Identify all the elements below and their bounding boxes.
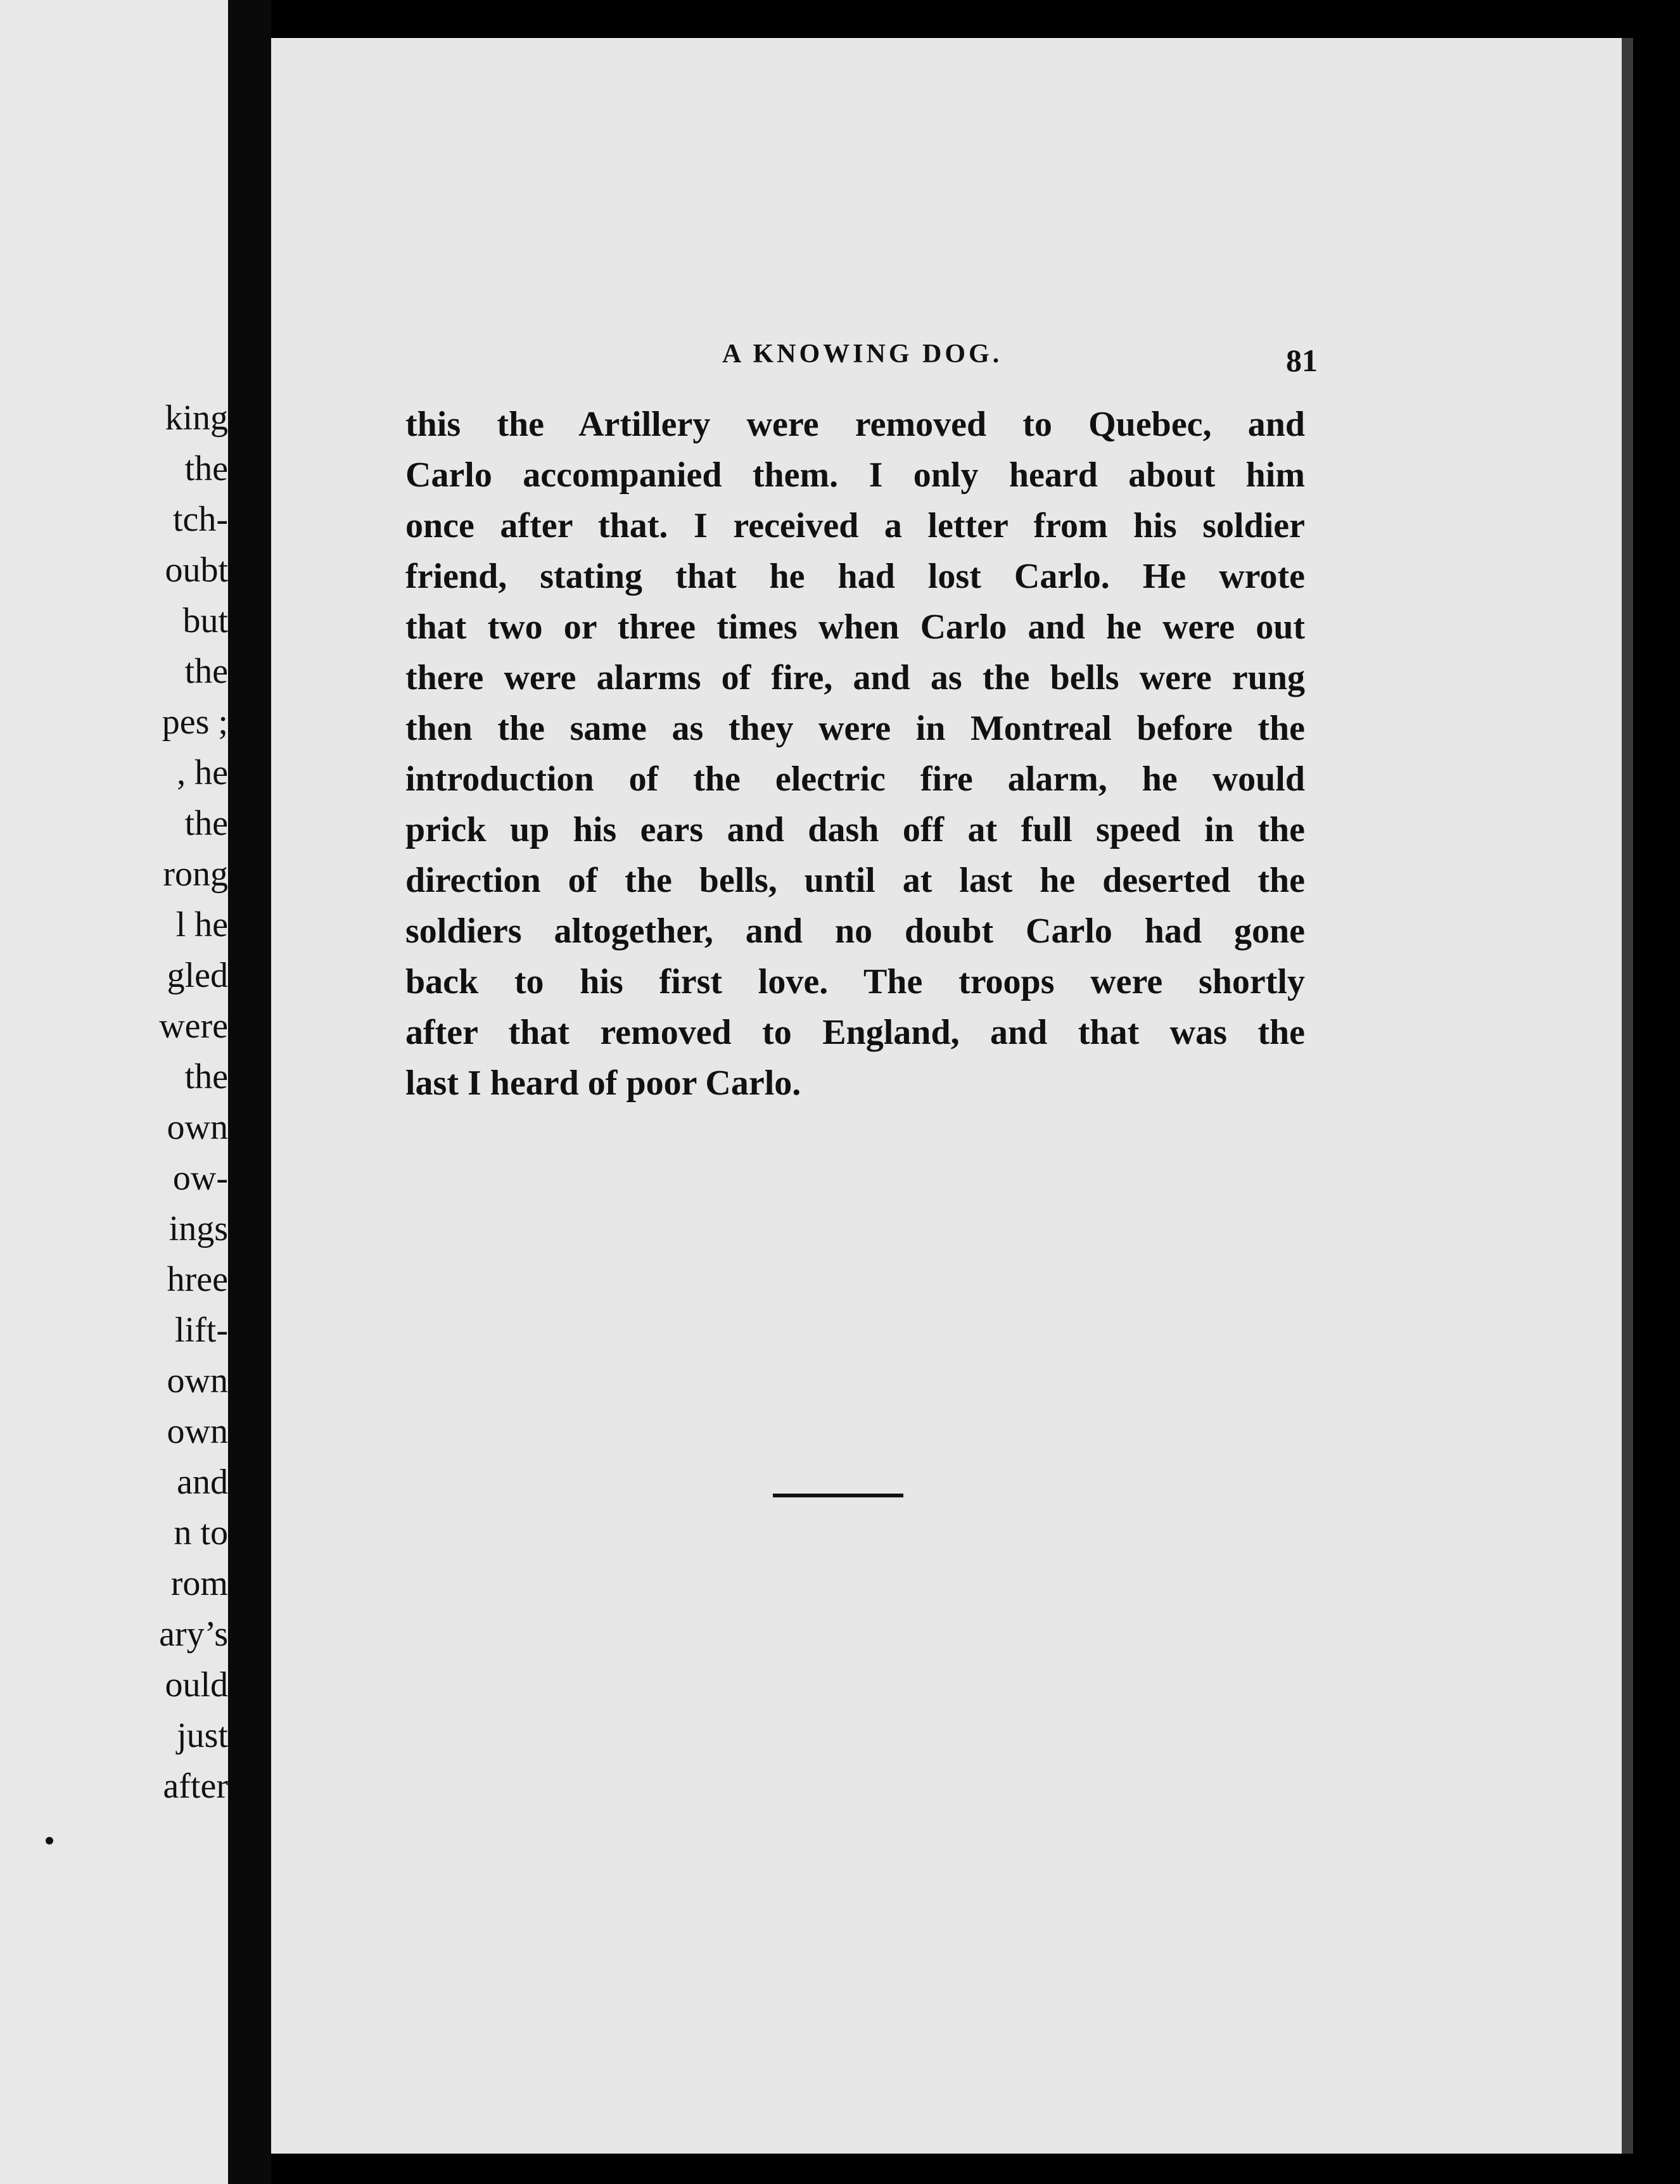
- left-line-fragment: rom: [170, 1564, 228, 1603]
- top-border: [271, 0, 1680, 38]
- left-line-fragment: gled: [167, 956, 228, 995]
- left-page: [0, 0, 228, 2184]
- left-line-fragment: own: [167, 1361, 228, 1400]
- left-line-fragment: own: [167, 1412, 228, 1451]
- running-head: A KNOWING DOG.: [722, 340, 1003, 369]
- left-line-fragment: the: [184, 804, 228, 843]
- left-line-fragment: ings: [169, 1209, 228, 1248]
- text-line: then the same as they were in Montreal before the: [405, 709, 1305, 748]
- left-line-fragment: were: [159, 1006, 228, 1046]
- left-line-fragment: rong: [163, 854, 228, 894]
- text-line: Carlo accompanied them. I only heard about him: [405, 455, 1305, 495]
- text-line: soldiers altogether, and no doubt Carlo had gone: [405, 911, 1305, 951]
- left-line-fragment: pes ;: [162, 702, 228, 742]
- text-line: once after that. I received a letter from his soldier: [405, 506, 1305, 545]
- stray-dot-mark: [46, 1837, 53, 1844]
- left-line-fragment: just: [177, 1716, 228, 1755]
- left-line-fragment: ould: [165, 1665, 228, 1705]
- left-line-fragment: oubt: [165, 550, 228, 590]
- text-line: prick up his ears and dash off at full speed in the: [405, 810, 1305, 849]
- left-line-fragment: own: [167, 1108, 228, 1147]
- text-line: back to his first love. The troops were shortly: [405, 962, 1305, 1001]
- left-line-fragment: the: [184, 449, 228, 488]
- text-line: that two or three times when Carlo and he were out: [405, 607, 1305, 647]
- page-edge: [1622, 38, 1633, 2154]
- left-line-fragment: the: [184, 652, 228, 691]
- text-line: introduction of the electric fire alarm, he would: [405, 759, 1305, 799]
- body-paragraph: [405, 399, 1305, 1108]
- left-line-fragment: tch-: [172, 500, 228, 539]
- left-line-fragment: after: [163, 1767, 228, 1806]
- text-line: there were alarms of fire, and as the bells were rung: [405, 658, 1305, 697]
- text-line: last I heard of poor Carlo.: [405, 1063, 801, 1103]
- text-line: direction of the bells, until at last he deserted the: [405, 861, 1305, 900]
- text-line: this the Artillery were removed to Quebec, and: [405, 405, 1305, 444]
- left-line-fragment: n to: [174, 1513, 228, 1552]
- left-line-fragment: hree: [167, 1260, 228, 1299]
- left-line-fragment: ary’s: [159, 1615, 228, 1654]
- section-end-rule: [773, 1494, 903, 1497]
- text-line: after that removed to England, and that was the: [405, 1013, 1305, 1052]
- text-line: friend, stating that he had lost Carlo. He wrote: [405, 557, 1305, 596]
- left-line-fragment: king: [165, 398, 228, 438]
- book-gutter: [228, 0, 271, 2184]
- left-line-fragment: lift-: [175, 1311, 228, 1350]
- left-line-fragment: , he: [177, 753, 228, 792]
- left-line-fragment: l he: [175, 905, 228, 944]
- left-line-fragment: the: [184, 1057, 228, 1096]
- left-line-fragment: ow-: [172, 1159, 228, 1198]
- page-number: 81: [1286, 343, 1318, 378]
- left-line-fragment: but: [182, 601, 228, 640]
- left-line-fragment: and: [177, 1463, 228, 1502]
